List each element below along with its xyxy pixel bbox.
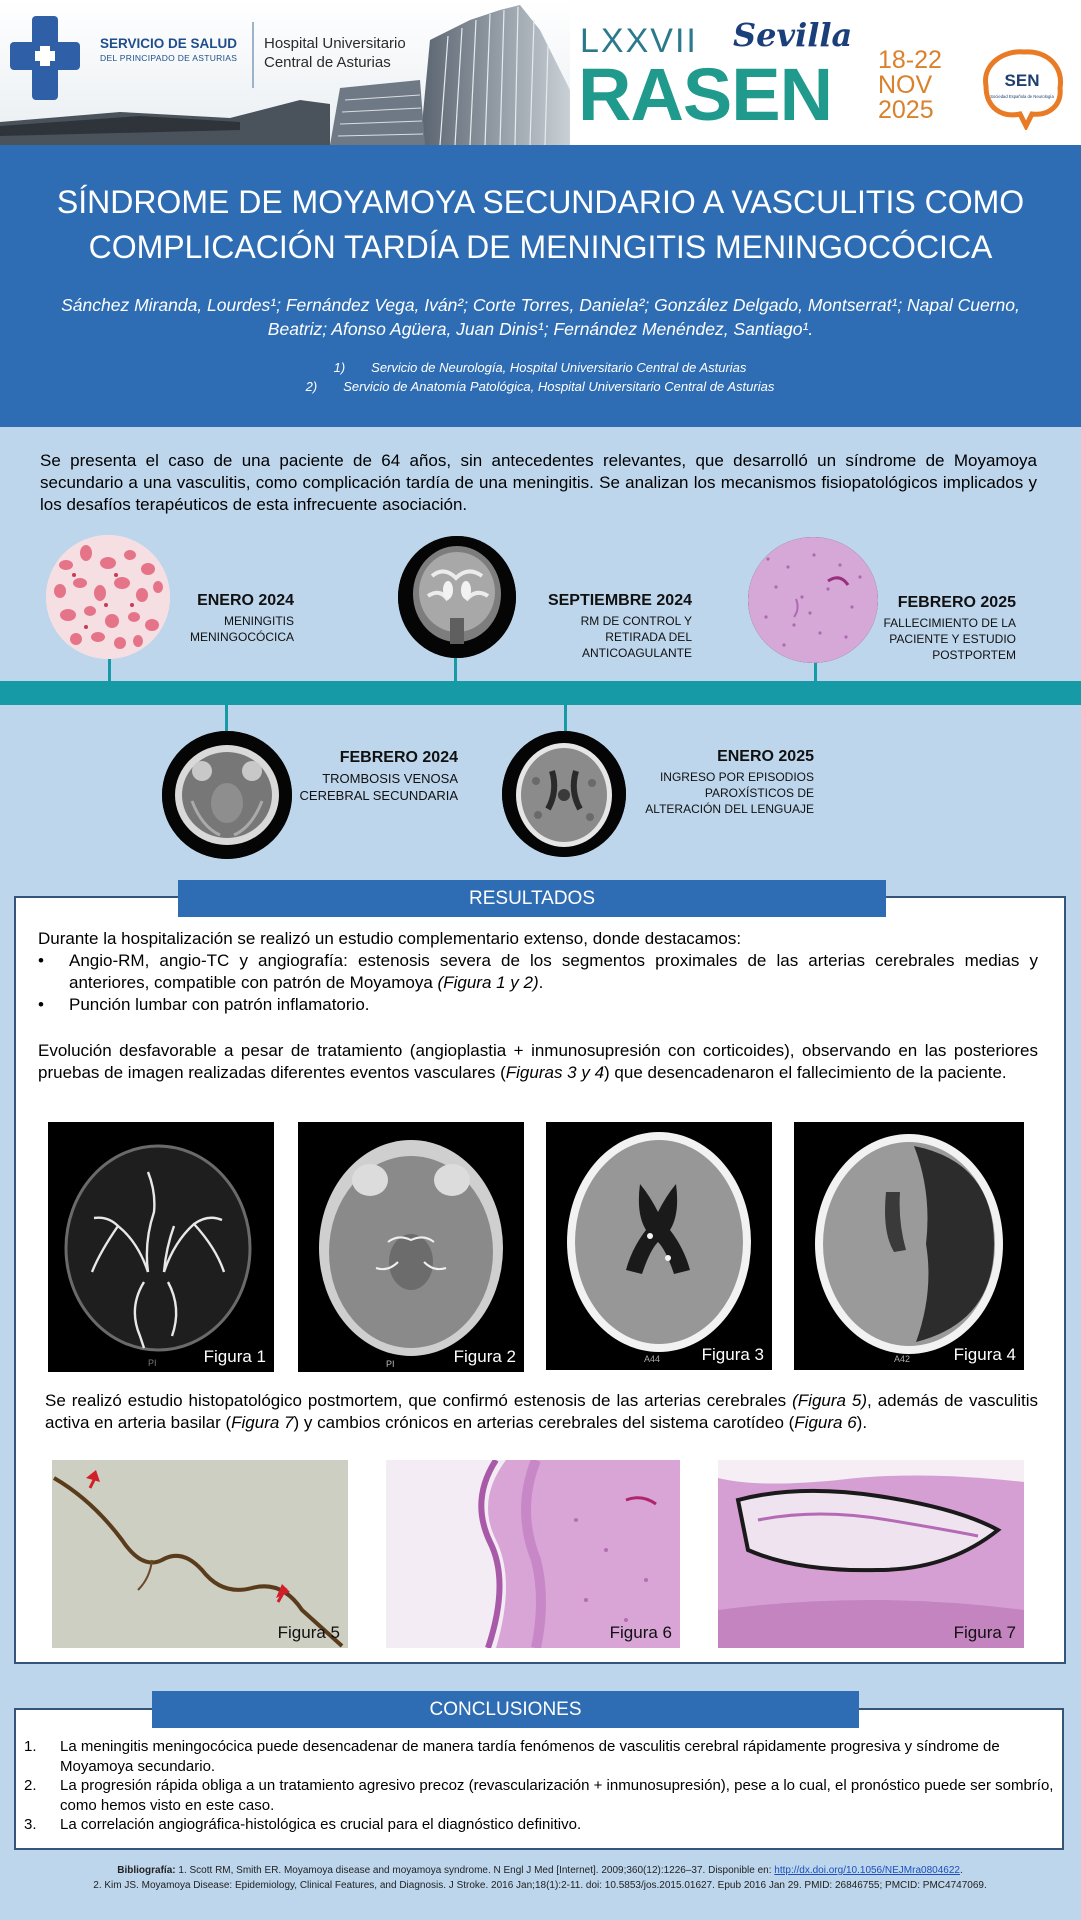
event-date: ENERO 2024 — [197, 592, 294, 609]
figure-7-vasculitis-image — [718, 1460, 1024, 1648]
figure-reference: (Figura 1 y 2) — [437, 973, 539, 992]
title-line2: COMPLICACIÓN TARDÍA DE MENINGITIS MENINGOCÓCICA — [88, 229, 993, 265]
list-item-text: La correlación angiográfica-histológica es crucial para el diagnóstico definitivo. — [60, 1816, 582, 1833]
timeline-stem — [225, 705, 228, 733]
congress-city: Sevilla — [733, 16, 853, 54]
header-divider — [252, 22, 254, 88]
text-span: ) y cambios crónicos en arterias cerebrales del sistema carotídeo ( — [293, 1413, 795, 1432]
servicio-salud-cross-logo — [10, 16, 80, 100]
list-number: 2. — [24, 1777, 37, 1794]
results-paragraph — [38, 1040, 1038, 1084]
reference-text: 1. Scott RM, Smith ER. Moyamoya disease and moyamoya syndrome. N Engl J Med [Internet]. 2009;360(12):1226–37. Disponible en: — [178, 1865, 772, 1876]
event-desc-line: PACIENTE Y ESTUDIO — [889, 632, 1016, 646]
event-description — [502, 613, 692, 661]
event-desc-line: ANTICOAGULANTE — [581, 646, 692, 660]
organization-name — [100, 36, 260, 66]
bibliography-ref1: Bibliografía: 1. Scott RM, Smith ER. Moyamoya disease and moyamoya syndrome. N Engl J Med [Internet]. 2009;360(12):1226–37. Disponible en: http://dx.doi.org/10.1056/NEJMra0804622. — [117, 1865, 963, 1876]
authors — [20, 293, 1061, 341]
figure-marker: A42 — [894, 1354, 911, 1364]
figure-label: Figura 1 — [203, 1347, 266, 1366]
timeline-event — [280, 749, 458, 804]
figure-label: Figura 5 — [277, 1623, 340, 1642]
figure-1-angio-image — [48, 1122, 274, 1372]
results-paragraph — [45, 1390, 1038, 1434]
org-line2: DEL PRINCIPADO DE ASTURIAS — [100, 53, 238, 63]
text-span: ) que desencadenaron el fallecimiento de la paciente. — [604, 1063, 1007, 1082]
ct-brain-icon — [502, 731, 626, 857]
congress-month: NOV — [878, 71, 933, 99]
event-desc-line: PAROXÍSTICOS DE — [704, 786, 814, 800]
list-item — [38, 994, 1038, 1016]
figure-marker: A44 — [644, 1354, 661, 1364]
figure-label: Figura 6 — [609, 1623, 672, 1642]
list-item-text: Punción lumbar con patrón inflamatorio. — [69, 995, 370, 1014]
list-item-text: La progresión rápida obliga a un tratamiento agresivo precoz (revascularización + inmunosupresión), pese a lo cual, el pronóstico puede ser sombrío, como hemos visto en este caso. — [60, 1777, 1054, 1814]
event-date: SEPTIEMBRE 2024 — [547, 592, 692, 609]
hospital-buildings-image — [0, 0, 570, 145]
timeline-stem — [454, 655, 457, 681]
coronal-mri-icon — [398, 536, 516, 658]
event-desc-line: CEREBRAL SECUNDARIA — [299, 788, 458, 803]
event-description — [280, 770, 458, 804]
event-desc-line: FALLECIMIENTO DE LA — [883, 616, 1016, 630]
authors-line2: Beatriz; Afonso Agüera, Juan Dinis¹; Fernández Menéndez, Santiago¹. — [267, 319, 814, 339]
text-span: Evolución desfavorable a pesar de tratamiento (angioplastia + inmunosupresión con corticoides), observando en las posteriores pruebas de imagen realizadas diferentes eventos vasculares ( — [38, 1041, 1038, 1082]
event-desc-line: MENINGOCÓCICA — [189, 630, 294, 644]
title-line1: SÍNDROME DE MOYAMOYA SECUNDARIO A VASCULITIS COMO — [56, 184, 1025, 220]
list-item — [24, 1737, 1054, 1776]
event-description — [612, 769, 814, 817]
congress-number: LXXVII — [580, 22, 698, 60]
figure-3-ct-image — [546, 1122, 772, 1370]
sen-logo-text: SEN — [1004, 71, 1040, 90]
figure-2-mri-image — [298, 1122, 524, 1372]
congress-days: 18-22 — [878, 46, 942, 74]
bullet: • — [38, 995, 44, 1014]
timeline-event — [502, 592, 692, 661]
results-heading: RESULTADOS — [178, 880, 886, 917]
list-item — [24, 1776, 1054, 1815]
figure-reference: Figuras 3 y 4 — [505, 1063, 605, 1082]
event-desc-line: ALTERACIÓN DEL LENGUAJE — [645, 802, 814, 816]
event-desc-line: MENINGITIS — [223, 614, 294, 628]
list-item-text: La meningitis meningocócica puede desencadenar de manera tardía fenómenos de vasculitis cerebral rápidamente progresiva y síndrome de Moyamoya secundario. — [60, 1738, 1000, 1775]
authors-line1: Sánchez Miranda, Lourdes¹; Fernández Vega, Iván²; Corte Torres, Daniela²; González Delgado, Montserrat¹; Napal Cuerno, — [61, 295, 1020, 315]
figure-label: Figura 2 — [453, 1347, 516, 1366]
figure-4-ct-image — [794, 1122, 1024, 1370]
affiliation-text: Servicio de Anatomía Patológica, Hospital Universitario Central de Asturias — [343, 379, 775, 394]
timeline-bar — [0, 681, 1081, 705]
poster-header — [0, 0, 1081, 145]
hospital-line2: Central de Asturias — [264, 54, 391, 71]
congress-name: RASEN — [578, 53, 833, 136]
list-number: 1. — [24, 1738, 37, 1755]
hospital-line1: Hospital Universitario — [264, 35, 406, 52]
timeline-event — [140, 592, 294, 645]
text-span: Se realizó estudio histopatológico postmortem, que confirmó estenosis de las arterias cerebrales — [45, 1391, 793, 1410]
congress-year: 2025 — [878, 96, 934, 124]
figure-reference: Figura 7 — [231, 1413, 294, 1432]
text-span: ). — [856, 1413, 868, 1432]
event-date: ENERO 2025 — [717, 748, 814, 765]
reference-link[interactable]: http://dx.doi.org/10.1056/NEJMra0804622 — [774, 1865, 960, 1876]
axial-mri-icon — [162, 731, 292, 859]
list-item — [38, 950, 1038, 994]
list-item — [24, 1815, 1054, 1835]
affiliation-number: 1) — [333, 360, 346, 375]
poster-title — [20, 180, 1061, 270]
event-description — [140, 613, 294, 645]
bibliography-ref2: 2. Kim JS. Moyamoya Disease: Epidemiology, Clinical Features, and Diagnosis. J Stroke. 2016 Jan;18(1):2-11. doi: 10.5853/jos.2015.01627. Epub 2016 Jan 29. PMID: 26846755; PMCID: PMC4747069. — [93, 1880, 987, 1891]
figure-marker: PI — [386, 1359, 395, 1369]
affiliation-item — [120, 377, 960, 396]
hospital-name — [264, 34, 434, 72]
figure-label: Figura 4 — [953, 1345, 1016, 1364]
event-desc-line: POSTPORTEM — [932, 648, 1016, 662]
bibliography-label: Bibliografía: — [117, 1865, 176, 1876]
intro-paragraph: Se presenta el caso de una paciente de 64 años, sin antecedentes relevantes, que desarrolló un síndrome de Moyamoya secundario a una vasculitis, como complicación tardía de una meningitis. Se analizan los mecanismos fisiopatológicos implicados y los desafíos terapéuticos de esta infrecuente asociación. — [40, 451, 1037, 514]
bibliography — [40, 1863, 1040, 1893]
figure-label: Figura 3 — [701, 1345, 764, 1364]
bullet: • — [38, 951, 44, 970]
org-line1: SERVICIO DE SALUD — [100, 36, 238, 51]
conclusions-list — [24, 1737, 1054, 1835]
event-date: FEBRERO 2025 — [897, 594, 1016, 611]
text-span: , además de vasculitis activa en arteria basilar ( — [45, 1391, 1038, 1432]
figure-marker: PI — [148, 1358, 157, 1368]
event-desc-line: INGRESO POR EPISODIOS — [659, 770, 814, 784]
conclusions-heading: CONCLUSIONES — [152, 1691, 859, 1728]
affiliations — [120, 358, 960, 396]
congress-date — [878, 48, 942, 123]
sen-logo-subtext: Sociedad Española de Neurología — [990, 94, 1054, 99]
results-list — [38, 950, 1038, 1016]
event-description — [846, 615, 1016, 663]
list-number: 3. — [24, 1816, 37, 1833]
timeline-stem — [564, 705, 567, 733]
results-paragraph: Durante la hospitalización se realizó un estudio complementario extenso, donde destacamos: — [38, 929, 742, 948]
figure-reference: (Figura 5) — [792, 1391, 868, 1410]
event-desc-line: TROMBOSIS VENOSA — [322, 771, 458, 786]
event-date: FEBRERO 2024 — [339, 749, 458, 766]
affiliation-item — [120, 358, 960, 377]
figure-reference: Figura 6 — [794, 1413, 857, 1432]
list-item-body: Angio-RM, angio-TC y angiografía: estenosis severa de los segmentos proximales de las arterias cerebrales medias y anteriores, compatible con patrón de Moyamoya — [69, 951, 1038, 992]
list-item-text — [69, 950, 1038, 994]
event-desc-line: RM DE CONTROL Y — [580, 614, 692, 628]
affiliation-text: Servicio de Neurología, Hospital Universitario Central de Asturias — [371, 360, 747, 375]
timeline-event — [846, 594, 1016, 663]
sen-logo — [974, 46, 1068, 130]
list-item-tail: . — [538, 973, 544, 992]
affiliation-number: 2) — [305, 379, 318, 394]
figure-6-histology-image — [386, 1460, 680, 1648]
event-desc-line: RETIRADA DEL — [605, 630, 692, 644]
timeline-event — [612, 748, 814, 817]
figure-5-artery-specimen-image — [52, 1460, 348, 1648]
figure-label: Figura 7 — [953, 1623, 1016, 1642]
